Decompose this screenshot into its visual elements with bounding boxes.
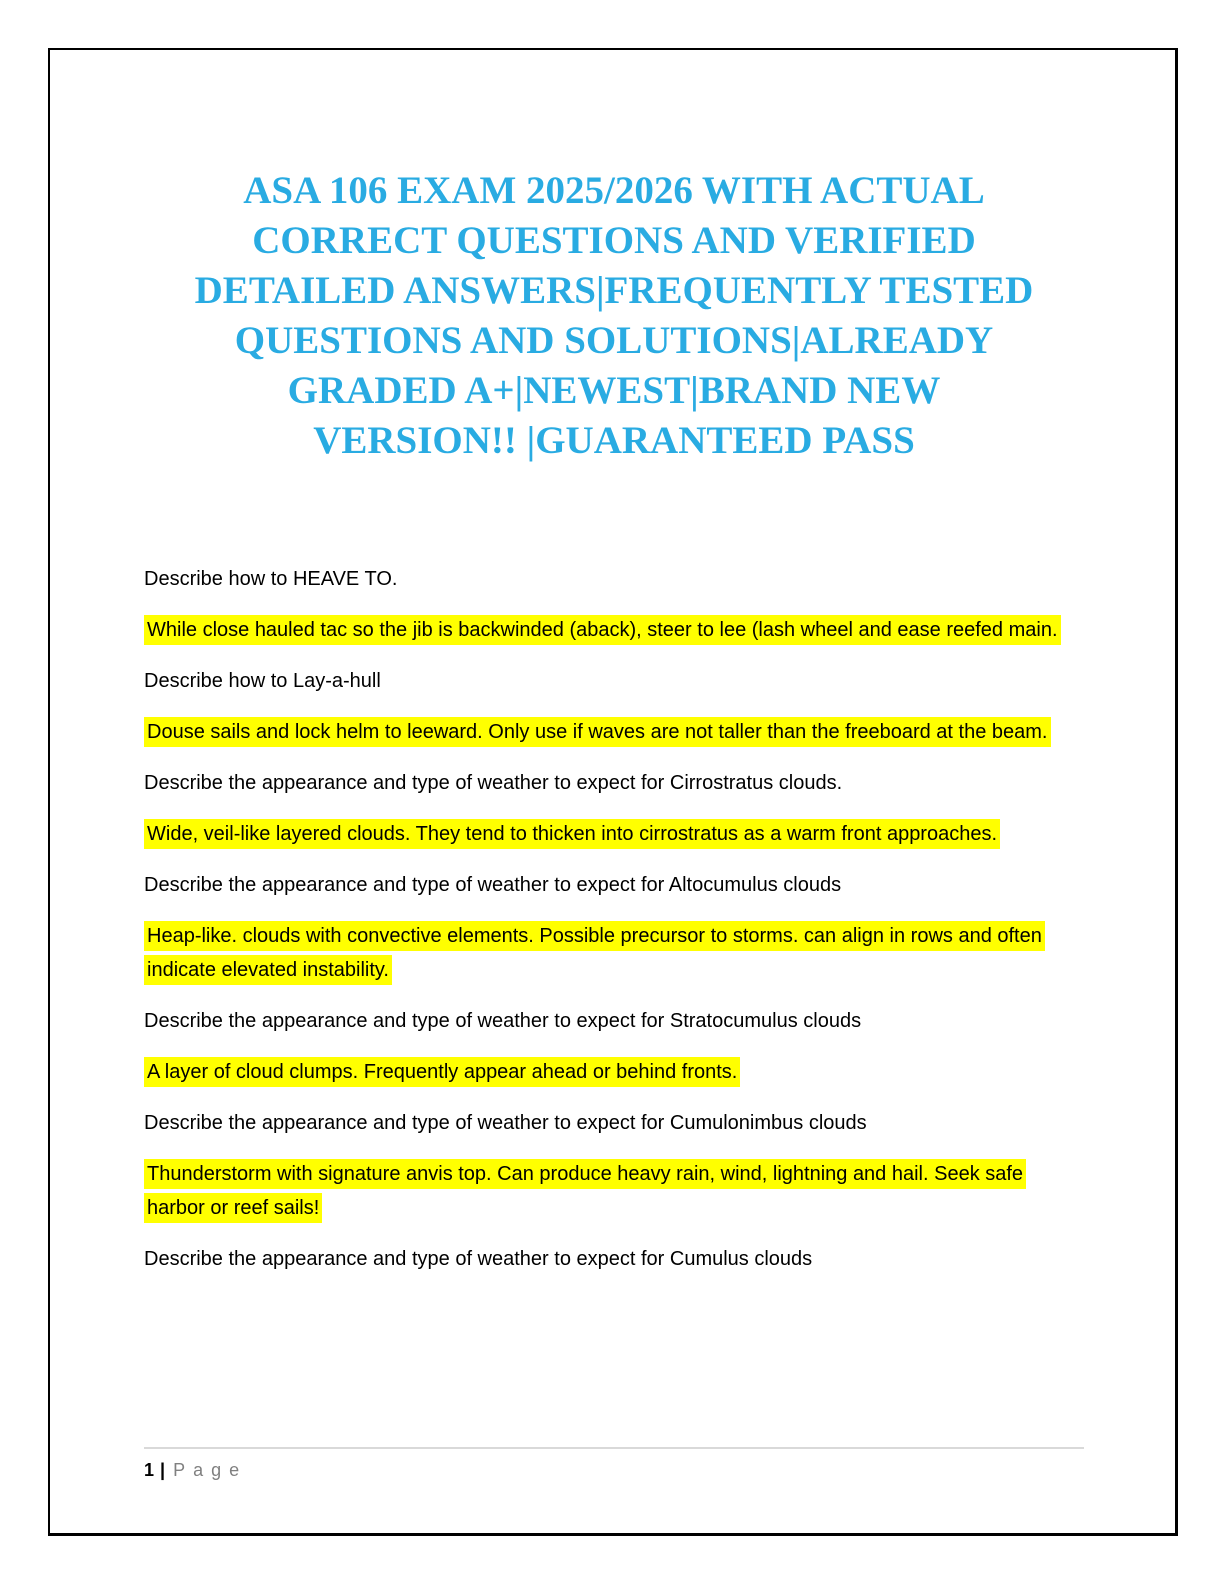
page-title [144, 166, 1084, 466]
answer-paragraph [144, 919, 1084, 987]
answer-paragraph [144, 613, 1084, 647]
highlighted-answer-text: Thunderstorm with signature anvis top. Can produce heavy rain, wind, lightning and hail. Seek safe harbor or reef sails! [144, 1159, 1026, 1223]
title-line: GRADED A+|NEWEST|BRAND NEW [287, 369, 941, 412]
question-text: Describe the appearance and type of weather to expect for Cumulonimbus clouds [144, 1112, 867, 1134]
footer-separator: | [160, 1460, 166, 1480]
title-line: CORRECT QUESTIONS AND VERIFIED [252, 219, 976, 262]
highlighted-answer-text: A layer of cloud clumps. Frequently appear ahead or behind fronts. [144, 1057, 740, 1087]
title-line: DETAILED ANSWERS|FREQUENTLY TESTED [194, 269, 1034, 312]
highlighted-answer-text: Douse sails and lock helm to leeward. Only use if waves are not taller than the freeboard at the beam. [144, 717, 1051, 747]
question-text: Describe how to Lay-a-hull [144, 670, 381, 692]
question-text: Describe the appearance and type of weather to expect for Stratocumulus clouds [144, 1010, 862, 1032]
answer-paragraph [144, 817, 1084, 851]
title-line: ASA 106 EXAM 2025/2026 WITH ACTUAL [243, 169, 985, 212]
page-number: 1 [144, 1460, 155, 1480]
answer-paragraph [144, 1157, 1084, 1225]
page-footer [144, 1447, 1084, 1481]
qa-list [144, 562, 1084, 1276]
highlighted-answer-text: While close hauled tac so the jib is backwinded (aback), steer to lee (lash wheel and ease reefed main. [144, 615, 1061, 645]
page-content [144, 50, 1084, 1293]
question-text: Describe the appearance and type of weather to expect for Altocumulus clouds [144, 874, 842, 896]
page-label: Page [173, 1460, 248, 1480]
answer-paragraph [144, 715, 1084, 749]
highlighted-answer-text: Wide, veil-like layered clouds. They tend to thicken into cirrostratus as a warm front approaches. [144, 819, 1000, 849]
answer-paragraph [144, 1055, 1084, 1089]
title-line: VERSION!! |GUARANTEED PASS [313, 419, 915, 462]
question-text: Describe the appearance and type of weather to expect for Cirrostratus clouds. [144, 772, 843, 794]
title-line: QUESTIONS AND SOLUTIONS|ALREADY [234, 319, 994, 362]
highlighted-answer-text: Heap-like. clouds with convective elements. Possible precursor to storms. can align in rows and often indicate elevated instability. [144, 921, 1045, 985]
question-text: Describe how to HEAVE TO. [144, 568, 398, 590]
question-text: Describe the appearance and type of weather to expect for Cumulus clouds [144, 1248, 813, 1270]
